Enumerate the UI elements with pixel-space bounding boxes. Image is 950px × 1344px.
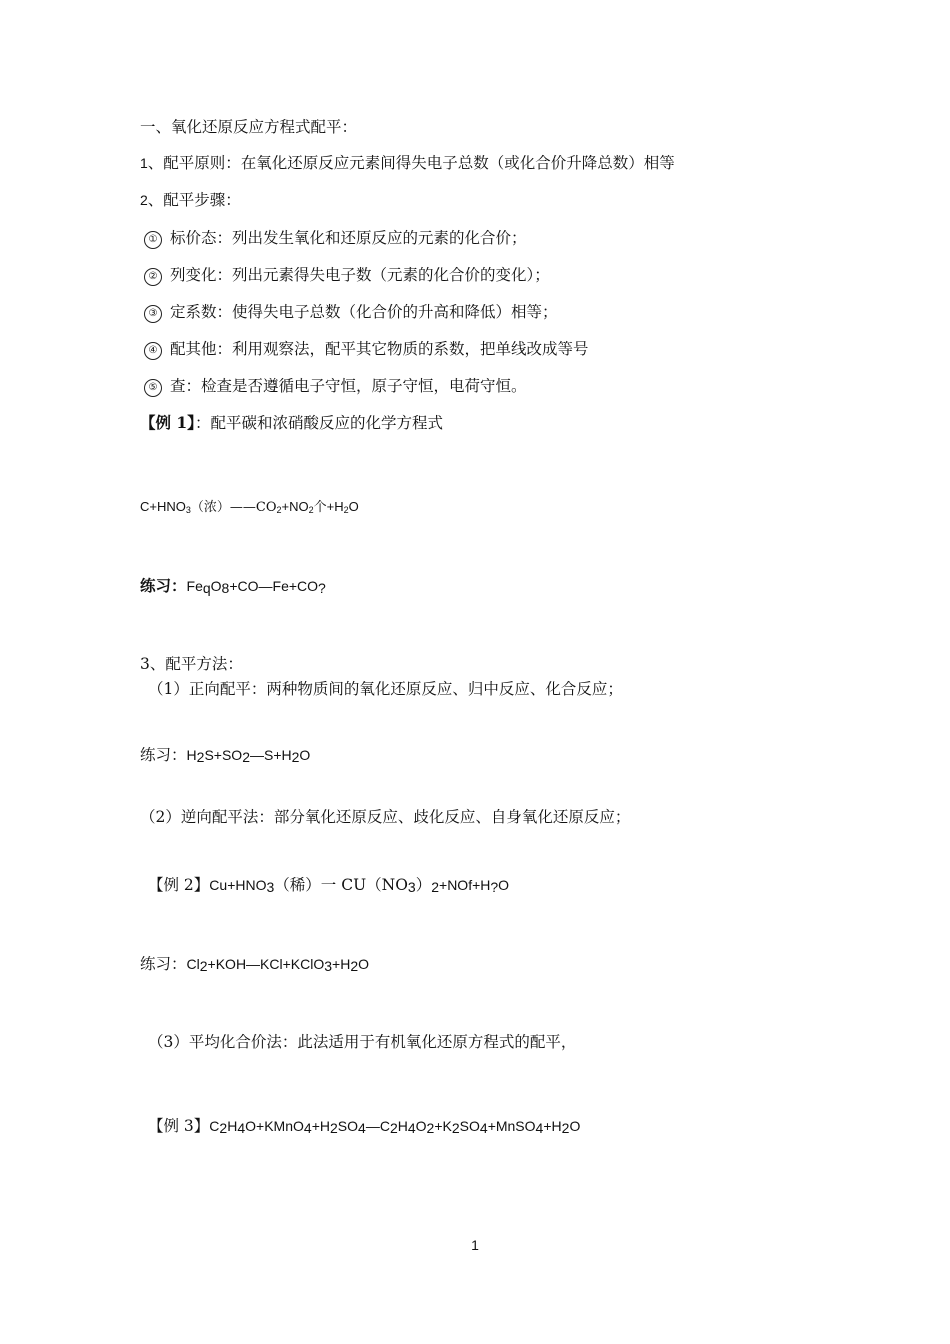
example-label: 【例 1】 (140, 413, 195, 432)
principle-line (140, 152, 675, 174)
section-title: 一、氧化还原反应方程式配平： (140, 118, 358, 136)
equation-part: （浓）——CO (190, 500, 277, 515)
steps-title: 、配平步骤： (147, 191, 241, 209)
equation-part: H (227, 1118, 238, 1134)
subscript: 3 (324, 958, 333, 974)
equation-part: +NO (281, 499, 309, 514)
step-text: 定系数：使得失电子总数（化合价的升高和降低）相等； (170, 303, 558, 321)
example-text: ：配平碳和浓硝酸反应的化学方程式 (194, 414, 443, 432)
practice-3 (140, 953, 369, 975)
method-2: （2）逆向配平法：部分氧化还原反应、歧化反应、自身氧化还原反应； (140, 808, 631, 826)
subscript: 2 (276, 505, 282, 515)
steps-title-line (140, 189, 241, 211)
equation-part: SO (459, 1118, 480, 1134)
equation-part: +CO—Fe+CO (229, 578, 319, 594)
subscript: 2 (426, 1120, 435, 1136)
subscript: 2 (308, 505, 314, 515)
step-item (144, 227, 527, 249)
equation-part: （稀）一 CU（NO (274, 876, 408, 894)
step-item (144, 375, 527, 397)
subscript: 2 (343, 505, 349, 515)
equation-part: SO (337, 1118, 359, 1134)
equation-part: +H (311, 1118, 330, 1134)
equation-part: +H (332, 956, 351, 972)
equation-part: ） (415, 876, 432, 894)
practice-label: 练习： (140, 576, 187, 595)
example-3 (148, 1115, 580, 1137)
example-1 (140, 412, 443, 434)
equation-part: H (397, 1118, 408, 1134)
equation-part: O (348, 499, 359, 514)
step-marker: ① (144, 231, 162, 249)
subscript: 3 (407, 879, 416, 895)
page-number: 1 (471, 1237, 479, 1253)
subscript: 2 (196, 749, 205, 765)
equation-part: S+SO (204, 747, 243, 763)
subscript: 2 (350, 958, 359, 974)
step-text: 查：检查是否遵循电子守恒，原子守恒，电荷守恒。 (170, 377, 527, 395)
subscript: 2 (242, 749, 250, 765)
equation-part: O (299, 747, 311, 763)
equation-part: O+KMnO (245, 1118, 304, 1134)
equation-part: —C (365, 1118, 390, 1134)
step-marker: ④ (144, 342, 162, 360)
equation-1 (140, 496, 359, 519)
step-marker: ③ (144, 305, 162, 323)
method-3: （3）平均化合价法：此法适用于有机氧化还原方程式的配平， (148, 1033, 577, 1051)
practice-2 (140, 744, 310, 766)
subscript: 3 (185, 505, 191, 515)
equation-part: O (498, 877, 510, 893)
equation-part: +MnSO (487, 1118, 536, 1134)
subscript: 2 (561, 1120, 570, 1136)
practice-1 (140, 575, 326, 597)
equation-part: 个+H (313, 499, 344, 514)
subscript: 4 (303, 1120, 312, 1136)
equation-part: O (358, 956, 370, 972)
method-title: 3、配平方法： (140, 655, 243, 673)
subscript: 2 (451, 1120, 460, 1136)
subscript: 4 (237, 1120, 246, 1136)
subscript: 2 (199, 958, 208, 974)
equation-part: O (210, 578, 222, 594)
subscript: 2 (291, 749, 300, 765)
subscript: ? (318, 580, 326, 596)
equation-part: +KOH—KCl+KClO (207, 956, 325, 972)
subscript: 4 (358, 1120, 366, 1136)
equation-part: +NOf+H (439, 877, 491, 893)
subscript: q (202, 580, 211, 596)
subscript: 2 (431, 879, 440, 895)
equation-part: C+HNO (140, 499, 186, 514)
step-item (144, 301, 558, 323)
step-marker: ② (144, 268, 162, 286)
equation-part: H (186, 747, 197, 763)
subscript: 2 (389, 1120, 398, 1136)
step-text: 配其他：利用观察法，配平其它物质的系数，把单线改成等号 (170, 340, 589, 358)
principle-number: 1 (140, 155, 148, 171)
step-marker: ⑤ (144, 379, 162, 397)
principle-text: 、配平原则：在氧化还原反应元素间得失电子总数（或化合价升降总数）相等 (147, 154, 675, 172)
subscript: 4 (535, 1120, 544, 1136)
example-2 (148, 874, 509, 896)
equation-part: +H (543, 1118, 562, 1134)
subscript: 8 (221, 580, 230, 596)
equation-part: Fe (186, 578, 203, 594)
subscript: 2 (219, 1120, 228, 1136)
equation-part: +K (434, 1118, 452, 1134)
step-text: 标价态：列出发生氧化和还原反应的元素的化合价； (170, 229, 527, 247)
equation-part: O (569, 1118, 581, 1134)
step-item (144, 338, 589, 360)
subscript: 4 (407, 1120, 416, 1136)
method-1: （1）正向配平：两种物质间的氧化还原反应、归中反应、化合反应； (148, 680, 623, 698)
equation-part: Cl (186, 956, 200, 972)
subscript: ? (490, 879, 499, 895)
equation-part: C (209, 1118, 220, 1134)
equation-part: O (415, 1118, 427, 1134)
steps-number: 2 (140, 192, 148, 208)
step-text: 列变化：列出元素得失电子数（元素的化合价的变化）； (170, 266, 550, 284)
subscript: 4 (479, 1120, 488, 1136)
subscript: 2 (329, 1120, 338, 1136)
example-label: 【例 3】 (148, 1117, 210, 1135)
practice-label: 练习： (140, 955, 187, 973)
example-label: 【例 2】 (148, 876, 210, 894)
step-item (144, 264, 550, 286)
equation-part: —S+H (249, 747, 292, 763)
equation-part: Cu+HNO (209, 877, 267, 893)
subscript: 3 (266, 879, 275, 895)
practice-label: 练习： (140, 746, 187, 764)
